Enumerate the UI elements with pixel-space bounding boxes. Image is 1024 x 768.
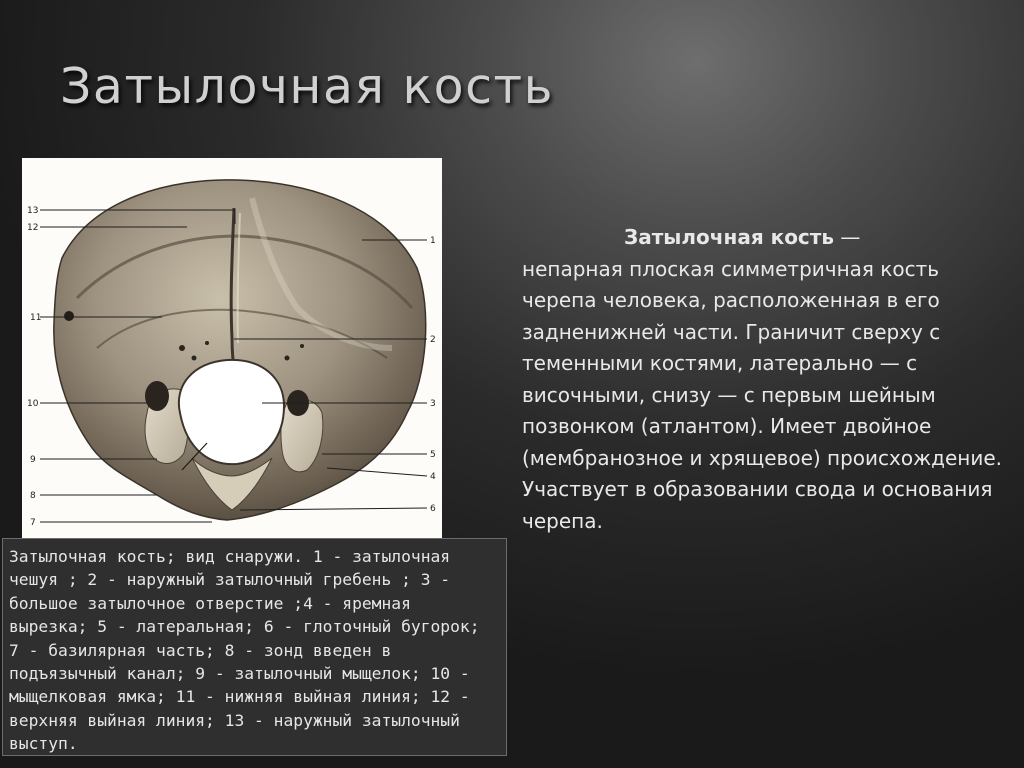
figure-label: 1 — [430, 236, 436, 246]
figure-label: 2 — [430, 335, 436, 345]
figure-label: 6 — [430, 504, 436, 514]
description-separator: — — [834, 225, 861, 249]
figure-caption: Затылочная кость; вид снаружи. 1 - затылочная чешуя ; 2 - наружный затылочный гребень ; 3 - большое затылочное отверстие ;4 - яремная вырезка; 5 - латеральная; 6 - глоточный бугорок; 7 - базилярная часть; 8 - зонд введен в подъязычный канал; 9 - затылочный мыщелок; 10 - мыщелковая ямка; 11 - нижняя выйная линия; 12 - верхняя выйная линия; 13 - наружный затылочный выступ. — [2, 538, 507, 756]
description-text — [522, 222, 1017, 537]
slide-title: Затылочная кость — [60, 58, 554, 115]
figure-label: 4 — [430, 472, 436, 482]
description-term: Затылочная кость — [624, 225, 835, 249]
figure-label: 11 — [30, 313, 42, 323]
figure-label: 3 — [430, 399, 436, 409]
figure-label: 10 — [27, 399, 39, 409]
figure-label: 12 — [27, 223, 39, 233]
figure-label: 8 — [30, 491, 36, 501]
occipital-bone-figure — [22, 158, 442, 538]
occipital-bone-illustration — [22, 158, 442, 538]
figure-label: 7 — [30, 518, 36, 528]
figure-label: 9 — [30, 455, 36, 465]
figure-label: 5 — [430, 450, 436, 460]
figure-label: 13 — [27, 206, 39, 216]
description-body: непарная плоская симметричная кость черепа человека, расположенная в его задненижней части. Граничит сверху с теменными костями, латерально — с височными, снизу — с первым шейным позвонком (атлантом). Имеет двойное (мембранозное и хрящевое) происхождение. Участвует в образовании свода и основания черепа. — [522, 256, 1002, 533]
